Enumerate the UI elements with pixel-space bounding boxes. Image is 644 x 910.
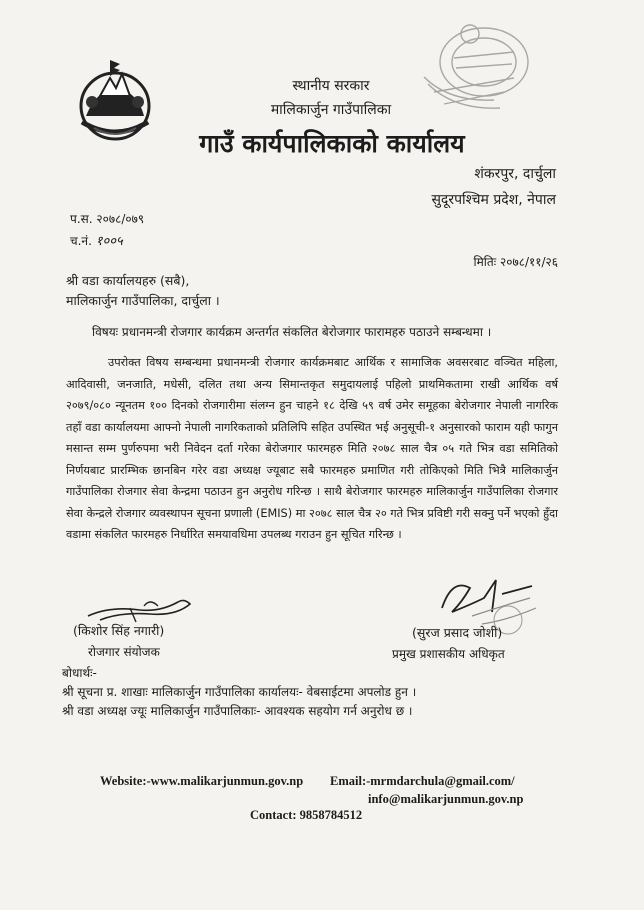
left-signatory-title: रोजगार संयोजक — [88, 645, 160, 659]
recipient-line-2: मालिकार्जुन गाउँपालिका, दार्चुला । — [66, 293, 220, 308]
cc-line-1: श्री सूचना प्र. शाखाः मालिकार्जुन गाउँपालिका कार्यालयः- वेबसाईटमा अपलोड हुन । — [62, 685, 417, 699]
footer-email-2: info@malikarjunmun.gov.np — [368, 792, 524, 806]
dispatch-number-label: च.नं. — [70, 234, 92, 248]
dispatch-number — [70, 231, 123, 249]
letter-date — [474, 253, 559, 270]
address-line-1: शंकरपुर, दार्चुला — [474, 166, 556, 182]
letter-body: उपरोक्त विषय सम्बन्धमा प्रधानमन्त्री रोजगार कार्यक्रमबाट आर्थिक र सामाजिक अवसरबाट वञ्चित महिला, आदिवासी, जनजाति, मधेसी, दलित तथा अन्य सिमान्तकृत समुदायलाई पहिलो प्राथमिकतामा राखी आर्थिक वर्ष २०७९/०८० न्यूनतम १०० दिनको रोजगारीमा संलग्न हुन चाहने १८ देखि ५९ वर्ष उमेर समूहका बेरोजगार नेपाली नागरिक तहाँ वडा कार्यालयमा आफ्नो नेपाली नागरिकताको प्रतिलिपि सहित उपस्थित भई अनुसूची-१ अनुसारको फाराम यही फागुन मसान्त सम्म पुर्णरुपमा भरी निवेदन दर्ता गरेका बेरोजगार फारमहरु मिति २०७८ साल चैत्र ०५ गते भित्र वडा समितिको निर्णयबाट प्रारम्भिक छानबिन गरेर वडा अध्यक्ष ज्यूबाट सबै फारमहरु प्रमाणित गरी तोकिएको मिति भित्रै मालिकार्जुन गाउँपालिका रोजगार सेवा केन्द्रमा पठाउन हुन अनुरोध गरिन्छ । साथै बेरोजगार फारमहरु मालिकार्जुन गाउँपालिका रोजगार सेवा केन्द्रले रोजगार व्यवस्थापन सूचना प्रणाली (EMIS) मा २०७८ साल चैत्र २० गते भित्र प्रविष्टी गरी सक्नु पर्ने भएको हुँदा वडामा संकलित फारमहरु निर्धारित समयावधिमा उपलब्ध गराउन हुन सूचित गरिन्छ । — [66, 356, 558, 541]
date-value: २०७८/११/२६ — [499, 255, 558, 269]
cc-line-2: श्री वडा अध्यक्ष ज्यूः मालिकार्जुन गाउँपालिकाः- आवश्यक सहयोग गर्न अनुरोध छ । — [62, 704, 413, 718]
letter-number-value: २०७८/०७९ — [96, 212, 145, 226]
address-line-2: सुदूरपश्चिम प्रदेश, नेपाल — [431, 192, 556, 208]
letter-number — [70, 210, 144, 227]
cc-heading: बोधार्थः- — [62, 666, 97, 680]
office-title: गाउँ कार्यपालिकाको कार्यालय — [199, 129, 465, 158]
letter-number-label: प.स. — [70, 212, 93, 226]
right-signatory-title: प्रमुख प्रशासकीय अधिकृत — [392, 647, 505, 661]
dispatch-number-value: १००५ — [95, 234, 123, 249]
footer-website: Website:-www.malikarjunmun.gov.np — [100, 774, 304, 788]
footer-contact: Contact: 9858784512 — [250, 808, 363, 822]
local-government-label: स्थानीय सरकार — [292, 78, 370, 94]
subject-line: विषयः प्रधानमन्त्री रोजगार कार्यक्रम अन्तर्गत संकलित बेरोजगार फारामहरु पठाउने सम्बन्धमा । — [92, 325, 492, 339]
footer-email-1: Email:-mrmdarchula@gmail.com/ — [330, 774, 515, 788]
right-signatory-name: (सुरज प्रसाद जोशी) — [412, 625, 503, 640]
municipality-name: मालिकार्जुन गाउँपालिका — [270, 102, 392, 118]
recipient-line-1: श्री वडा कार्यालयहरु (सबै), — [66, 273, 190, 288]
date-label: मितिः — [473, 255, 497, 269]
left-signatory-name: (किशोर सिंह नगारी) — [73, 623, 165, 638]
